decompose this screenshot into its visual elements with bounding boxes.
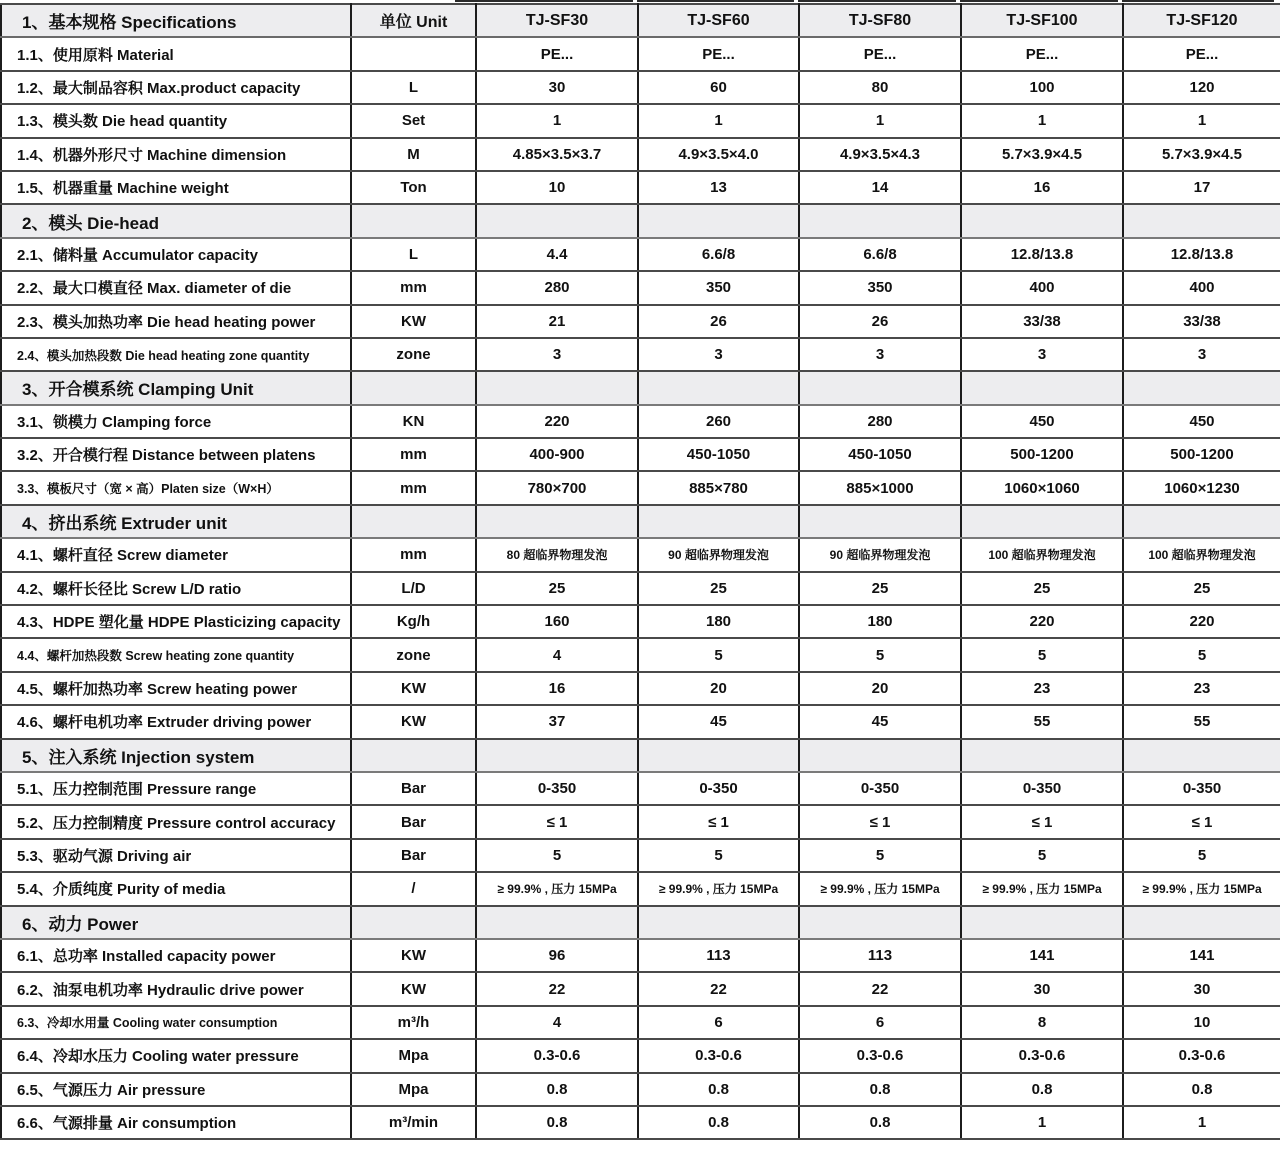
section-title: 6、动力 Power bbox=[1, 906, 351, 939]
parameter-label: 3.1、锁模力 Clamping force bbox=[1, 405, 351, 438]
value-cell: ≤ 1 bbox=[476, 805, 638, 838]
value-cell: 120 bbox=[1123, 71, 1280, 104]
unit-cell bbox=[351, 371, 476, 404]
value-cell: 0.3-0.6 bbox=[1123, 1039, 1280, 1072]
value-cell: 885×780 bbox=[638, 471, 799, 504]
value-cell: 5 bbox=[1123, 638, 1280, 671]
parameter-label: 1.1、使用原料 Material bbox=[1, 37, 351, 70]
value-cell bbox=[476, 906, 638, 939]
value-cell: 60 bbox=[638, 71, 799, 104]
parameter-label: 5.3、驱动气源 Driving air bbox=[1, 839, 351, 872]
value-cell: 0.3-0.6 bbox=[638, 1039, 799, 1072]
value-cell: 5 bbox=[476, 839, 638, 872]
unit-cell: Kg/h bbox=[351, 605, 476, 638]
value-cell: ≤ 1 bbox=[638, 805, 799, 838]
value-cell: ≤ 1 bbox=[1123, 805, 1280, 838]
value-cell: 100 bbox=[961, 71, 1123, 104]
value-cell bbox=[638, 906, 799, 939]
unit-cell bbox=[351, 505, 476, 538]
value-cell: 16 bbox=[476, 672, 638, 705]
section-header-row bbox=[1, 906, 1280, 939]
value-cell: 22 bbox=[638, 972, 799, 1005]
value-cell: 0-350 bbox=[961, 772, 1123, 805]
spec-row bbox=[1, 605, 1280, 638]
value-cell: 1060×1230 bbox=[1123, 471, 1280, 504]
spec-row bbox=[1, 839, 1280, 872]
section-title: 2、模头 Die-head bbox=[1, 204, 351, 237]
value-cell: 12.8/13.8 bbox=[961, 238, 1123, 271]
value-cell bbox=[638, 204, 799, 237]
spec-row bbox=[1, 872, 1280, 905]
value-cell: ≥ 99.9% , 压力 15MPa bbox=[799, 872, 961, 905]
value-cell: 12.8/13.8 bbox=[1123, 238, 1280, 271]
value-cell bbox=[476, 505, 638, 538]
value-cell bbox=[961, 906, 1123, 939]
spec-row bbox=[1, 538, 1280, 571]
parameter-label: 5.1、压力控制范围 Pressure range bbox=[1, 772, 351, 805]
value-cell: 25 bbox=[638, 572, 799, 605]
value-cell bbox=[1123, 204, 1280, 237]
value-cell: 220 bbox=[961, 605, 1123, 638]
value-cell bbox=[799, 505, 961, 538]
value-cell: 1 bbox=[961, 1106, 1123, 1139]
spec-row bbox=[1, 1039, 1280, 1072]
unit-cell: mm bbox=[351, 538, 476, 571]
value-cell: PE... bbox=[476, 37, 638, 70]
value-cell: 55 bbox=[1123, 705, 1280, 738]
spec-row bbox=[1, 405, 1280, 438]
value-cell: 5 bbox=[961, 638, 1123, 671]
value-cell: ≥ 99.9% , 压力 15MPa bbox=[1123, 872, 1280, 905]
value-cell bbox=[799, 204, 961, 237]
unit-cell: mm bbox=[351, 271, 476, 304]
parameter-label: 2.1、储料量 Accumulator capacity bbox=[1, 238, 351, 271]
unit-cell: KW bbox=[351, 705, 476, 738]
value-cell: 6.6/8 bbox=[638, 238, 799, 271]
value-cell: 220 bbox=[1123, 605, 1280, 638]
value-cell: PE... bbox=[961, 37, 1123, 70]
parameter-label: 6.6、气源排量 Air consumption bbox=[1, 1106, 351, 1139]
parameter-label: 4.2、螺杆长径比 Screw L/D ratio bbox=[1, 572, 351, 605]
value-cell: 450 bbox=[961, 405, 1123, 438]
unit-cell: L bbox=[351, 71, 476, 104]
value-cell: 5 bbox=[1123, 839, 1280, 872]
value-cell: 500-1200 bbox=[1123, 438, 1280, 471]
value-cell: 0.8 bbox=[476, 1073, 638, 1106]
section-title: 4、挤出系统 Extruder unit bbox=[1, 505, 351, 538]
value-cell: 21 bbox=[476, 305, 638, 338]
spec-row bbox=[1, 238, 1280, 271]
value-cell: 13 bbox=[638, 171, 799, 204]
unit-cell: Mpa bbox=[351, 1039, 476, 1072]
spec-row bbox=[1, 438, 1280, 471]
value-cell: 4.4 bbox=[476, 238, 638, 271]
value-cell: 113 bbox=[799, 939, 961, 972]
value-cell: 5 bbox=[961, 839, 1123, 872]
section-title: 5、注入系统 Injection system bbox=[1, 739, 351, 772]
value-cell bbox=[1123, 371, 1280, 404]
value-cell: 26 bbox=[799, 305, 961, 338]
parameter-label: 6.3、冷却水用量 Cooling water consumption bbox=[1, 1006, 351, 1039]
unit-cell: Mpa bbox=[351, 1073, 476, 1106]
value-cell: 885×1000 bbox=[799, 471, 961, 504]
unit-cell: Ton bbox=[351, 171, 476, 204]
value-cell: 141 bbox=[1123, 939, 1280, 972]
parameter-label: 3.2、开合模行程 Distance between platens bbox=[1, 438, 351, 471]
value-cell bbox=[1123, 739, 1280, 772]
value-cell: 37 bbox=[476, 705, 638, 738]
unit-cell: mm bbox=[351, 471, 476, 504]
value-cell: 280 bbox=[476, 271, 638, 304]
value-cell: 450-1050 bbox=[799, 438, 961, 471]
unit-cell: L/D bbox=[351, 572, 476, 605]
unit-cell: Bar bbox=[351, 805, 476, 838]
value-cell: 1 bbox=[799, 104, 961, 137]
value-cell bbox=[961, 204, 1123, 237]
unit-cell: KW bbox=[351, 305, 476, 338]
value-cell: 0-350 bbox=[476, 772, 638, 805]
spec-row bbox=[1, 471, 1280, 504]
section-header-row bbox=[1, 505, 1280, 538]
unit-cell bbox=[351, 906, 476, 939]
parameter-label: 4.4、螺杆加热段数 Screw heating zone quantity bbox=[1, 638, 351, 671]
value-cell: 3 bbox=[476, 338, 638, 371]
value-cell: 5.7×3.9×4.5 bbox=[961, 138, 1123, 171]
value-cell bbox=[961, 371, 1123, 404]
spec-row bbox=[1, 805, 1280, 838]
value-cell: 5 bbox=[638, 839, 799, 872]
unit-cell: / bbox=[351, 872, 476, 905]
parameter-label: 4.6、螺杆电机功率 Extruder driving power bbox=[1, 705, 351, 738]
value-cell: 0.8 bbox=[1123, 1073, 1280, 1106]
value-cell: 3 bbox=[799, 338, 961, 371]
value-cell: 25 bbox=[799, 572, 961, 605]
spec-row bbox=[1, 972, 1280, 1005]
value-cell: 30 bbox=[961, 972, 1123, 1005]
value-cell: 6 bbox=[799, 1006, 961, 1039]
unit-cell: KW bbox=[351, 939, 476, 972]
parameter-label: 6.2、油泵电机功率 Hydraulic drive power bbox=[1, 972, 351, 1005]
value-cell: 23 bbox=[1123, 672, 1280, 705]
spec-row bbox=[1, 71, 1280, 104]
value-cell: 280 bbox=[799, 405, 961, 438]
spec-row bbox=[1, 638, 1280, 671]
unit-cell: m³/min bbox=[351, 1106, 476, 1139]
value-cell: 5 bbox=[799, 638, 961, 671]
value-cell bbox=[476, 739, 638, 772]
value-cell: 45 bbox=[799, 705, 961, 738]
spec-row bbox=[1, 305, 1280, 338]
value-cell: 100 超临界物理发泡 bbox=[1123, 538, 1280, 571]
spec-row bbox=[1, 705, 1280, 738]
parameter-label: 6.4、冷却水压力 Cooling water pressure bbox=[1, 1039, 351, 1072]
value-cell: 100 超临界物理发泡 bbox=[961, 538, 1123, 571]
section-header-row bbox=[1, 371, 1280, 404]
value-cell: 113 bbox=[638, 939, 799, 972]
value-cell: ≥ 99.9% , 压力 15MPa bbox=[638, 872, 799, 905]
value-cell: ≤ 1 bbox=[799, 805, 961, 838]
parameter-label: 5.4、介质纯度 Purity of media bbox=[1, 872, 351, 905]
value-cell: 22 bbox=[476, 972, 638, 1005]
unit-cell: L bbox=[351, 238, 476, 271]
value-cell: 25 bbox=[961, 572, 1123, 605]
parameter-label: 3.3、模板尺寸（宽 × 高）Platen size（W×H） bbox=[1, 471, 351, 504]
section-header-row bbox=[1, 204, 1280, 237]
value-cell: 0.8 bbox=[799, 1106, 961, 1139]
value-cell bbox=[476, 204, 638, 237]
value-cell: 1 bbox=[476, 104, 638, 137]
value-cell bbox=[476, 371, 638, 404]
value-cell: 23 bbox=[961, 672, 1123, 705]
unit-cell: m³/h bbox=[351, 1006, 476, 1039]
value-cell: 55 bbox=[961, 705, 1123, 738]
value-cell: 0.3-0.6 bbox=[476, 1039, 638, 1072]
value-cell: 33/38 bbox=[1123, 305, 1280, 338]
model-column-header: TJ-SF100 bbox=[961, 4, 1123, 37]
spec-row bbox=[1, 138, 1280, 171]
spec-row bbox=[1, 104, 1280, 137]
unit-cell: Bar bbox=[351, 772, 476, 805]
value-cell: 96 bbox=[476, 939, 638, 972]
unit-cell: KW bbox=[351, 972, 476, 1005]
value-cell: 180 bbox=[638, 605, 799, 638]
model-column-header: TJ-SF60 bbox=[638, 4, 799, 37]
value-cell: 5.7×3.9×4.5 bbox=[1123, 138, 1280, 171]
spec-row bbox=[1, 37, 1280, 70]
value-cell: 400 bbox=[961, 271, 1123, 304]
value-cell: 160 bbox=[476, 605, 638, 638]
section-title: 3、开合模系统 Clamping Unit bbox=[1, 371, 351, 404]
value-cell bbox=[961, 505, 1123, 538]
value-cell: 780×700 bbox=[476, 471, 638, 504]
value-cell: 90 超临界物理发泡 bbox=[799, 538, 961, 571]
unit-cell: zone bbox=[351, 338, 476, 371]
value-cell bbox=[799, 371, 961, 404]
unit-cell: zone bbox=[351, 638, 476, 671]
parameter-label: 5.2、压力控制精度 Pressure control accuracy bbox=[1, 805, 351, 838]
value-cell bbox=[1123, 505, 1280, 538]
value-cell: 3 bbox=[961, 338, 1123, 371]
spec-row bbox=[1, 338, 1280, 371]
parameter-label: 4.1、螺杆直径 Screw diameter bbox=[1, 538, 351, 571]
model-column-header: TJ-SF80 bbox=[799, 4, 961, 37]
value-cell bbox=[1123, 906, 1280, 939]
value-cell: 3 bbox=[1123, 338, 1280, 371]
value-cell: 141 bbox=[961, 939, 1123, 972]
value-cell: 0.8 bbox=[476, 1106, 638, 1139]
value-cell: 80 超临界物理发泡 bbox=[476, 538, 638, 571]
value-cell: 4.85×3.5×3.7 bbox=[476, 138, 638, 171]
parameter-label: 2.4、模头加热段数 Die head heating zone quantity bbox=[1, 338, 351, 371]
value-cell: 400 bbox=[1123, 271, 1280, 304]
value-cell bbox=[638, 371, 799, 404]
parameter-label: 1.2、最大制品容积 Max.product capacity bbox=[1, 71, 351, 104]
value-cell: 220 bbox=[476, 405, 638, 438]
value-cell: PE... bbox=[1123, 37, 1280, 70]
unit-cell: Bar bbox=[351, 839, 476, 872]
specifications-table bbox=[0, 3, 1280, 1140]
value-cell: 1 bbox=[1123, 1106, 1280, 1139]
value-cell: 450 bbox=[1123, 405, 1280, 438]
value-cell: 0-350 bbox=[799, 772, 961, 805]
value-cell: 4 bbox=[476, 1006, 638, 1039]
unit-cell bbox=[351, 204, 476, 237]
unit-cell: KN bbox=[351, 405, 476, 438]
value-cell: 17 bbox=[1123, 171, 1280, 204]
value-cell: 180 bbox=[799, 605, 961, 638]
value-cell bbox=[638, 505, 799, 538]
parameter-label: 1.4、机器外形尺寸 Machine dimension bbox=[1, 138, 351, 171]
value-cell: 3 bbox=[638, 338, 799, 371]
value-cell: ≥ 99.9% , 压力 15MPa bbox=[961, 872, 1123, 905]
value-cell: 6 bbox=[638, 1006, 799, 1039]
value-cell: 26 bbox=[638, 305, 799, 338]
value-cell: 0-350 bbox=[1123, 772, 1280, 805]
value-cell: ≥ 99.9% , 压力 15MPa bbox=[476, 872, 638, 905]
parameter-label: 4.5、螺杆加热功率 Screw heating power bbox=[1, 672, 351, 705]
parameter-label: 1.5、机器重量 Machine weight bbox=[1, 171, 351, 204]
unit-cell: mm bbox=[351, 438, 476, 471]
value-cell: 10 bbox=[476, 171, 638, 204]
spec-row bbox=[1, 772, 1280, 805]
value-cell: 0.3-0.6 bbox=[799, 1039, 961, 1072]
value-cell: 350 bbox=[638, 271, 799, 304]
value-cell bbox=[961, 739, 1123, 772]
value-cell: 5 bbox=[638, 638, 799, 671]
value-cell: 8 bbox=[961, 1006, 1123, 1039]
spec-table-body bbox=[1, 37, 1280, 1139]
section-header-row bbox=[1, 739, 1280, 772]
parameter-label: 1.3、模头数 Die head quantity bbox=[1, 104, 351, 137]
spec-row bbox=[1, 672, 1280, 705]
unit-column-header: 单位 Unit bbox=[351, 4, 476, 37]
value-cell: 20 bbox=[638, 672, 799, 705]
spec-row bbox=[1, 271, 1280, 304]
value-cell: 5 bbox=[799, 839, 961, 872]
value-cell: 4 bbox=[476, 638, 638, 671]
value-cell: 80 bbox=[799, 71, 961, 104]
spec-row bbox=[1, 939, 1280, 972]
model-column-header: TJ-SF120 bbox=[1123, 4, 1280, 37]
spec-row bbox=[1, 572, 1280, 605]
value-cell: 30 bbox=[476, 71, 638, 104]
unit-cell bbox=[351, 739, 476, 772]
section-title-specifications: 1、基本规格 Specifications bbox=[1, 4, 351, 37]
value-cell: 6.6/8 bbox=[799, 238, 961, 271]
value-cell: 260 bbox=[638, 405, 799, 438]
value-cell: 1 bbox=[961, 104, 1123, 137]
value-cell: 500-1200 bbox=[961, 438, 1123, 471]
unit-cell bbox=[351, 37, 476, 70]
spec-row bbox=[1, 1106, 1280, 1139]
value-cell: 0.8 bbox=[638, 1106, 799, 1139]
value-cell: 4.9×3.5×4.0 bbox=[638, 138, 799, 171]
value-cell: 33/38 bbox=[961, 305, 1123, 338]
value-cell: 1 bbox=[1123, 104, 1280, 137]
value-cell bbox=[638, 739, 799, 772]
value-cell: 22 bbox=[799, 972, 961, 1005]
value-cell: 400-900 bbox=[476, 438, 638, 471]
parameter-label: 2.3、模头加热功率 Die head heating power bbox=[1, 305, 351, 338]
parameter-label: 2.2、最大口模直径 Max. diameter of die bbox=[1, 271, 351, 304]
value-cell: 90 超临界物理发泡 bbox=[638, 538, 799, 571]
value-cell: 25 bbox=[476, 572, 638, 605]
value-cell: 25 bbox=[1123, 572, 1280, 605]
parameter-label: 6.5、气源压力 Air pressure bbox=[1, 1073, 351, 1106]
unit-cell: KW bbox=[351, 672, 476, 705]
value-cell: 14 bbox=[799, 171, 961, 204]
parameter-label: 6.1、总功率 Installed capacity power bbox=[1, 939, 351, 972]
spec-row bbox=[1, 171, 1280, 204]
unit-cell: Set bbox=[351, 104, 476, 137]
value-cell: PE... bbox=[638, 37, 799, 70]
model-column-header: TJ-SF30 bbox=[476, 4, 638, 37]
value-cell: 1 bbox=[638, 104, 799, 137]
value-cell: 0.8 bbox=[799, 1073, 961, 1106]
value-cell: 450-1050 bbox=[638, 438, 799, 471]
value-cell: ≤ 1 bbox=[961, 805, 1123, 838]
value-cell: 4.9×3.5×4.3 bbox=[799, 138, 961, 171]
value-cell: 0.8 bbox=[638, 1073, 799, 1106]
value-cell: 10 bbox=[1123, 1006, 1280, 1039]
value-cell: PE... bbox=[799, 37, 961, 70]
parameter-label: 4.3、HDPE 塑化量 HDPE Plasticizing capacity bbox=[1, 605, 351, 638]
spec-row bbox=[1, 1006, 1280, 1039]
value-cell: 1060×1060 bbox=[961, 471, 1123, 504]
table-header-row bbox=[1, 4, 1280, 37]
value-cell: 0.8 bbox=[961, 1073, 1123, 1106]
value-cell: 20 bbox=[799, 672, 961, 705]
unit-cell: M bbox=[351, 138, 476, 171]
value-cell: 0.3-0.6 bbox=[961, 1039, 1123, 1072]
value-cell: 0-350 bbox=[638, 772, 799, 805]
value-cell bbox=[799, 739, 961, 772]
value-cell: 45 bbox=[638, 705, 799, 738]
cropped-row-border-fragment bbox=[455, 0, 1274, 2]
value-cell: 16 bbox=[961, 171, 1123, 204]
value-cell bbox=[799, 906, 961, 939]
value-cell: 350 bbox=[799, 271, 961, 304]
spec-row bbox=[1, 1073, 1280, 1106]
value-cell: 30 bbox=[1123, 972, 1280, 1005]
